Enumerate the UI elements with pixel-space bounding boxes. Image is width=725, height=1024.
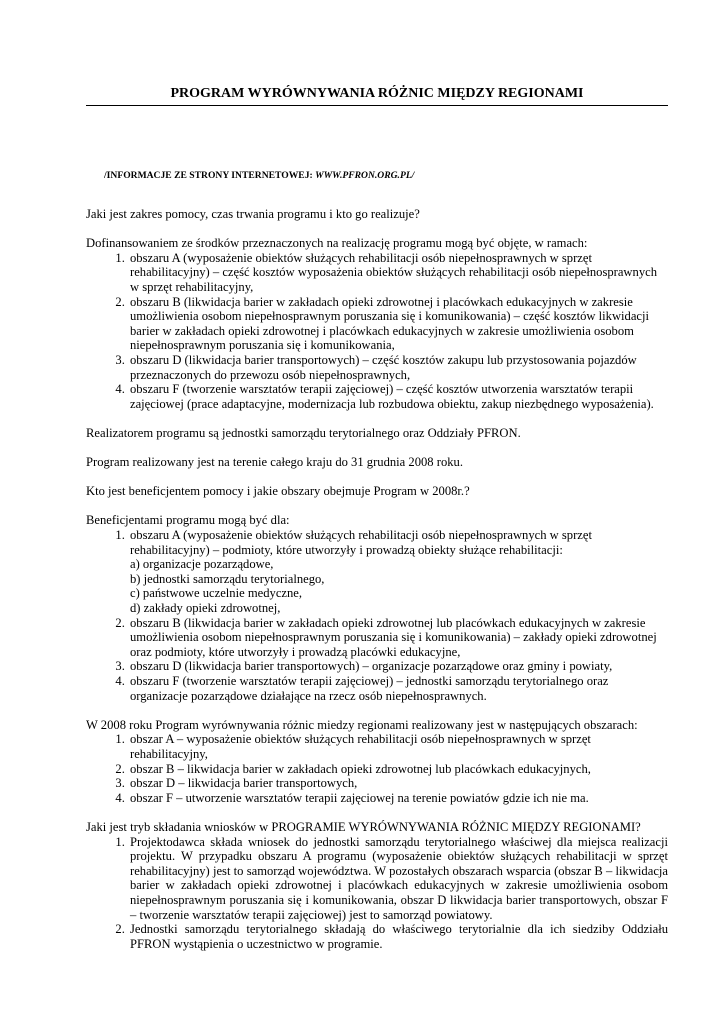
realizator-paragraph: Realizatorem programu są jednostki samorządu terytorialnego oraz Oddziały PFRON. [86, 425, 521, 440]
sub-item: c) państwowe uczelnie medyczne, [130, 586, 303, 601]
list-item: 2. obszaru B (likwidacja barier w zakładach opieki zdrowotnej i placówkach edukacyjnych w zakresie umożliwienia osobom niepełnosprawnym poruszania się i komunikowania) – część kosztów likwidacji barier w zakładach opieki zdrowotnej i placówkach edukacyjnych w zakresie umożliwienia osobom niepełnosprawnym poruszania się i komunikowania, [128, 295, 668, 353]
list-item: 2. obszar B – likwidacja barier w zakładach opieki zdrowotnej lub placówkach edukacyjnych, [128, 762, 668, 777]
list-item: 4. obszaru F (tworzenie warsztatów terapii zajęciowej) – część kosztów utworzenia warsztatów terapii zajęciowej (prace adaptacyjne, modernizacja lub rozbudowa obiektu, zakup niezbędnego wyposażenia). [128, 382, 668, 411]
sub-item: b) jednostki samorządu terytorialnego, [130, 571, 325, 586]
list-item: 1. obszaru A (wyposażenie obiektów służących rehabilitacji osób niepełnosprawnych w sprzęt rehabilitacyjny) – część kosztów wyposażenia obiektów służących rehabilitacji osób niepełnosprawnych w sprzęt rehabilitacyjny, [128, 251, 668, 295]
funding-intro: Dofinansowaniem ze środków przeznaczonych na realizację programu mogą być objęte, w ramach: [86, 236, 588, 251]
list-item: 3. obszar D – likwidacja barier transportowych, [128, 776, 668, 791]
list-item: 2. obszaru B (likwidacja barier w zakładach opieki zdrowotnej lub placówkach edukacyjnych w zakresie umożliwienia osobom niepełnosprawnym poruszania się i komunikowania) – zakłady opieki zdrowotnej oraz podmioty, które utworzyły i prowadzą placówki edukacyjne, [128, 616, 668, 660]
page-title: PROGRAM WYRÓWNYWANIA RÓŻNIC MIĘDZY REGIONAMI [86, 85, 668, 106]
source-url: WWW.PFRON.ORG.PL/ [315, 170, 415, 181]
question-beneficiaries: Kto jest beneficjentem pomocy i jakie obszary obejmuje Program w 2008r.? [86, 484, 470, 499]
areas-list [86, 732, 668, 805]
funding-list [86, 251, 668, 412]
list-item: 2. Jednostki samorządu terytorialnego składają do właściwego terytorialnie dla ich siedziby Oddziału PFRON wystąpienia o uczestnictwo w programie. [128, 922, 668, 951]
source-prefix: /INFORMACJE ZE STRONY INTERNETOWEJ: [104, 170, 313, 181]
sub-item: a) organizacje pozarządowe, [130, 557, 274, 572]
source-note [104, 170, 414, 182]
sub-item: d) zakłady opieki zdrowotnej, [130, 601, 281, 616]
list-item: 3. obszaru D (likwidacja barier transportowych) – organizacje pozarządowe oraz gminy i powiaty, [128, 659, 668, 674]
list-item: 1. Projektodawca składa wniosek do jednostki samorządu terytorialnego właściwej dla miejsca realizacji projektu. W przypadku obszaru A programu (wyposażenie obiektów służących rehabilitacji w sprzęt rehabilitacyjny) jest to samorząd województwa. W pozostałych obszarach wsparcia (obszar B – likwidacja barier w zakładach opieki zdrowotnej i placówkach edukacyjnych w zakresie umożliwienia osobom niepełnosprawnym poruszania się i komunikowania, obszar D likwidacja barier transportowych, obszar F – tworzenie warsztatów terapii zajęciowej) jest to samorząd powiatowy. [128, 835, 668, 923]
procedure-list [86, 835, 668, 952]
list-item: 3. obszaru D (likwidacja barier transportowych) – część kosztów zakupu lub przystosowania pojazdów przeznaczonych do przewozu osób niepełnosprawnych, [128, 353, 668, 382]
term-paragraph: Program realizowany jest na terenie całego kraju do 31 grudnia 2008 roku. [86, 455, 463, 470]
document-body [86, 207, 668, 966]
list-item: 1. obszar A – wyposażenie obiektów służących rehabilitacji osób niepełnosprawnych w sprzęt rehabilitacyjny, [128, 732, 668, 761]
areas-intro: W 2008 roku Program wyrównywania różnic miedzy regionami realizowany jest w następujących obszarach: [86, 717, 638, 732]
list-item: 4. obszaru F (tworzenie warsztatów terapii zajęciowej) – jednostki samorządu terytorialnego oraz organizacje pozarządowe działające na rzecz osób niepełnosprawnych. [128, 674, 668, 703]
beneficiaries-list [86, 528, 668, 703]
beneficiaries-intro: Beneficjentami programu mogą być dla: [86, 513, 290, 528]
list-item-text: obszaru A (wyposażenie obiektów służących rehabilitacji osób niepełnosprawnych w sprzęt rehabilitacyjny) – podmioty, które utworzyły i prowadzą obiekty służące rehabilitacji: [130, 528, 592, 557]
question-scope: Jaki jest zakres pomocy, czas trwania programu i kto go realizuje? [86, 207, 420, 221]
list-item [128, 528, 668, 616]
list-item: 4. obszar F – utworzenie warsztatów terapii zajęciowej na terenie powiatów gdzie ich nie ma. [128, 791, 668, 806]
question-application-procedure: Jaki jest tryb składania wniosków w PROGRAMIE WYRÓWNYWANIA RÓŻNIC MIĘDZY REGIONAMI? [86, 819, 641, 834]
